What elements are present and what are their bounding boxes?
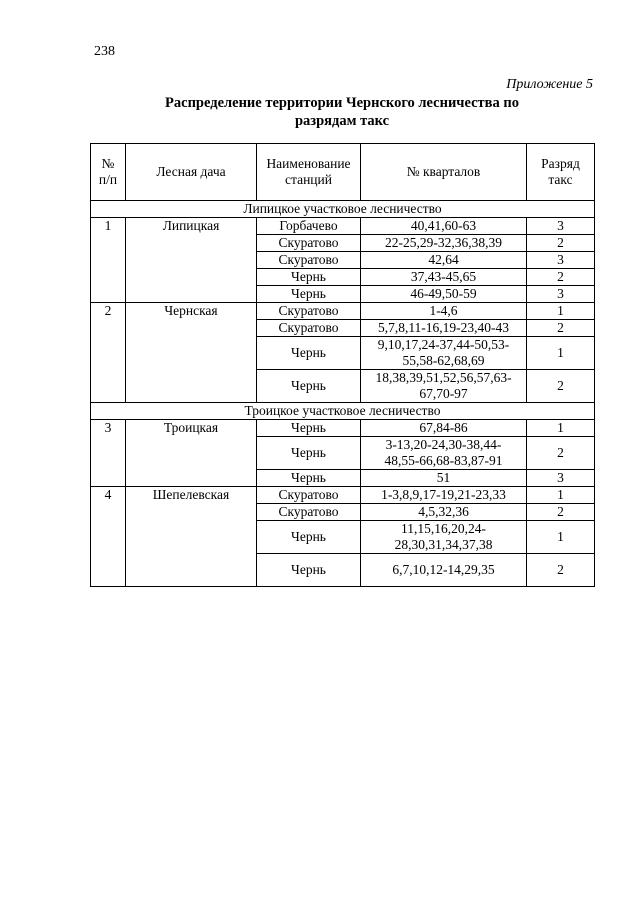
station-cell: Чернь: [257, 554, 361, 587]
quarters-cell: 22-25,29-32,36,38,39: [361, 235, 527, 252]
quarters-cell: 11,15,16,20,24- 28,30,31,34,37,38: [361, 521, 527, 554]
grade-cell: 3: [527, 286, 595, 303]
header-num: № п/п: [91, 144, 126, 201]
quarters-cell: 67,84-86: [361, 420, 527, 437]
title-line: разрядам такс: [294, 113, 390, 129]
station-cell: Скуратово: [257, 235, 361, 252]
grade-cell: 2: [527, 554, 595, 587]
station-cell: Скуратово: [257, 320, 361, 337]
header-grade: Разряд такс: [527, 144, 595, 201]
document-title: [140, 94, 544, 130]
row-number: 1: [91, 218, 126, 303]
grade-cell: 3: [527, 252, 595, 269]
grade-cell: 2: [527, 320, 595, 337]
title-line: Распределение территории Чернского лесничества по: [165, 95, 519, 111]
quarters-cell: 1-3,8,9,17-19,21-23,33: [361, 487, 527, 504]
station-cell: Горбачево: [257, 218, 361, 235]
quarters-cell: 4,5,32,36: [361, 504, 527, 521]
quarters-cell: 1-4,6: [361, 303, 527, 320]
quarters-cell: 5,7,8,11-16,19-23,40-43: [361, 320, 527, 337]
appendix-label: Приложение 5: [506, 77, 593, 92]
section-title: Троицкое участковое лесничество: [91, 403, 595, 420]
grade-cell: 3: [527, 470, 595, 487]
header-station: Наименование станций: [257, 144, 361, 201]
grade-cell: 1: [527, 303, 595, 320]
station-cell: Чернь: [257, 420, 361, 437]
grade-cell: 2: [527, 437, 595, 470]
page-number: 238: [94, 44, 115, 59]
section-row: [91, 201, 595, 218]
grade-cell: 1: [527, 337, 595, 370]
station-cell: Чернь: [257, 337, 361, 370]
header-quarters: № кварталов: [361, 144, 527, 201]
grade-cell: 3: [527, 218, 595, 235]
station-cell: Скуратово: [257, 303, 361, 320]
grade-cell: 2: [527, 235, 595, 252]
grade-cell: 1: [527, 420, 595, 437]
station-cell: Скуратово: [257, 252, 361, 269]
station-cell: Чернь: [257, 470, 361, 487]
section-title: Липицкое участковое лесничество: [91, 201, 595, 218]
table-header-row: [91, 144, 595, 201]
dacha-name: Липицкая: [126, 218, 257, 303]
quarters-cell: 18,38,39,51,52,56,57,63- 67,70-97: [361, 370, 527, 403]
quarters-cell: 37,43-45,65: [361, 269, 527, 286]
station-cell: Скуратово: [257, 487, 361, 504]
table-row: [91, 218, 595, 235]
row-number: 4: [91, 487, 126, 587]
quarters-cell: 51: [361, 470, 527, 487]
dacha-name: Чернская: [126, 303, 257, 403]
dacha-name: Троицкая: [126, 420, 257, 487]
table-row: [91, 420, 595, 437]
grade-cell: 2: [527, 269, 595, 286]
quarters-cell: 9,10,17,24-37,44-50,53- 55,58-62,68,69: [361, 337, 527, 370]
section-row: [91, 403, 595, 420]
quarters-cell: 6,7,10,12-14,29,35: [361, 554, 527, 587]
quarters-cell: 40,41,60-63: [361, 218, 527, 235]
row-number: 2: [91, 303, 126, 403]
grade-cell: 2: [527, 504, 595, 521]
table-row: [91, 303, 595, 320]
quarters-cell: 46-49,50-59: [361, 286, 527, 303]
station-cell: Чернь: [257, 521, 361, 554]
grade-cell: 1: [527, 521, 595, 554]
quarters-cell: 42,64: [361, 252, 527, 269]
quarters-cell: 3-13,20-24,30-38,44- 48,55-66,68-83,87-91: [361, 437, 527, 470]
station-cell: Скуратово: [257, 504, 361, 521]
station-cell: Чернь: [257, 437, 361, 470]
station-cell: Чернь: [257, 286, 361, 303]
grade-cell: 2: [527, 370, 595, 403]
station-cell: Чернь: [257, 269, 361, 286]
station-cell: Чернь: [257, 370, 361, 403]
row-number: 3: [91, 420, 126, 487]
grade-cell: 1: [527, 487, 595, 504]
dacha-name: Шепелевская: [126, 487, 257, 587]
header-dacha: Лесная дача: [126, 144, 257, 201]
forest-tax-table: [90, 143, 595, 587]
table-row: [91, 487, 595, 504]
